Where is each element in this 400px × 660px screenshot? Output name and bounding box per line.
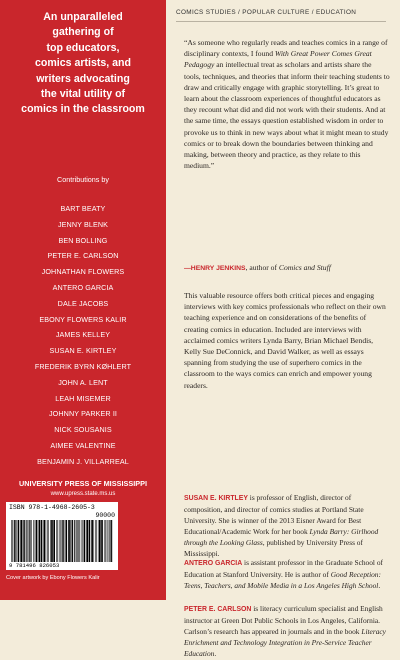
- contributor-name: LEAH MISEMER: [55, 393, 111, 403]
- barcode-bar: [50, 520, 51, 562]
- editor-bio: [184, 493, 390, 559]
- barcode-bar: [109, 520, 110, 562]
- bio-text: is literacy curriculum specialist and English instructor at Green Dot Public Schools in Los Angeles, California. Carlson’s research has appeared in journals and in the book: [184, 604, 383, 636]
- barcode-bar: [70, 520, 71, 562]
- barcode-bar: [59, 520, 60, 562]
- bio-text: is professor of English, director of composition, and director of comics studies at Portland State University. She is winner of the 2013 Eisner Award for Best Educational/Academic Work for her book: [184, 493, 364, 536]
- barcode-bar: [98, 520, 99, 562]
- barcode-bar: [41, 520, 43, 562]
- barcode-bar: [36, 520, 38, 562]
- isbn-barcode: [6, 502, 118, 570]
- barcode-bar: [96, 520, 97, 562]
- editor-name: PETER E. CARLSON: [184, 606, 252, 613]
- tagline-line: comics in the classroom: [21, 103, 145, 116]
- tagline-line: top educators,: [46, 41, 120, 54]
- contributor-name: JENNY BLENK: [57, 219, 109, 229]
- endorsement-quote: [184, 37, 390, 171]
- editor-name: SUSAN E. KIRTLEY: [184, 495, 248, 502]
- barcode-bar: [24, 520, 25, 562]
- barcode-bar: [46, 520, 47, 562]
- barcode-bar: [14, 520, 15, 562]
- bio-book-title: Lynda Barry: Girlhood through the Looking Glass: [184, 526, 379, 547]
- barcode-bar: [89, 520, 91, 562]
- barcode-bar: [104, 520, 105, 562]
- endorser-text: , author of: [245, 263, 279, 272]
- back-cover-text-panel: [166, 0, 400, 658]
- contributor-name: JOHNATHAN FLOWERS: [41, 267, 125, 277]
- barcode-bar: [31, 520, 32, 562]
- tagline-line: comics artists, and: [35, 57, 131, 70]
- publisher-url[interactable]: www.upress.state.ms.us: [50, 491, 116, 497]
- contributor-name: NICK SOUSANIS: [54, 425, 112, 435]
- bio-text: .: [214, 648, 217, 658]
- quote-text: “As someone who regularly reads and teaches comics in a range of disciplinary contexts, I found: [184, 38, 388, 59]
- barcode-bar: [107, 520, 108, 562]
- barcode-bar: [18, 520, 20, 562]
- editor-name: ANTERO GARCIA: [184, 560, 243, 567]
- price-code: 90000: [95, 512, 115, 519]
- isbn-label: ISBN 978-1-4968-2605-3: [9, 504, 95, 511]
- subject-categories: COMICS STUDIES / POPULAR CULTURE / EDUCATION: [176, 9, 357, 16]
- bio-text: , published by University Press of Mississippi.: [184, 537, 363, 558]
- book-description: [184, 290, 390, 391]
- description-paragraph: This valuable resource offers both critical pieces and engaging interviews with key comics professionals who reflect on their own teaching experience and on considerations of the benefits of creating comics in education. Included are interviews with acclaimed comics writers Lynda Barry, Brian Michael Bendis, Kelly Sue DeConnick, and David Walker, as well as essays spanning from studying the use of superhero comics in the classroom to the ways comics can enrich and empower young readers.: [184, 291, 386, 390]
- barcode-bar: [86, 520, 88, 562]
- bio-text: .: [378, 580, 381, 590]
- barcode-bar: [12, 520, 13, 562]
- barcode-bar: [83, 520, 84, 562]
- barcode-bar: [30, 520, 31, 562]
- barcode-bar: [79, 520, 80, 562]
- barcode-bar: [63, 520, 64, 562]
- barcode-bar: [48, 520, 49, 562]
- barcode-bar: [99, 520, 101, 562]
- contributor-name: ANTERO GARCIA: [52, 282, 114, 292]
- barcode-bar: [35, 520, 36, 562]
- barcode-bar: [51, 520, 53, 562]
- book-title: With Great Power Comes Great Pedagogy: [184, 49, 372, 70]
- endorser-name: —HENRY JENKINS: [184, 265, 246, 272]
- endorser-work: Comics and Stuff: [278, 263, 331, 272]
- barcode-bar: [53, 520, 55, 562]
- barcode-bar: [108, 520, 109, 562]
- editor-bio: [184, 558, 390, 592]
- barcode-bar: [111, 520, 112, 562]
- publisher-name: UNIVERSITY PRESS OF MISSISSIPPI: [19, 479, 147, 488]
- barcode-digits: 9 781496 826053: [9, 562, 60, 569]
- contributor-name: SUSAN E. KIRTLEY: [49, 346, 117, 356]
- barcode-bar: [74, 520, 75, 562]
- contributor-name: AIMEE VALENTINE: [50, 440, 116, 450]
- contributor-name: FREDERIK BYRN KØHLERT: [34, 361, 132, 371]
- tagline-line: An unparalleled: [43, 11, 123, 23]
- barcode-bar: [91, 520, 93, 562]
- contributions-title: Contributions by: [57, 175, 109, 184]
- contributor-name: PETER E. CARLSON: [47, 251, 119, 261]
- barcode-bar: [39, 520, 41, 562]
- barcode-bar: [72, 520, 73, 562]
- cover-credit: Cover artwork by Ebony Flowers Kalir: [6, 575, 100, 581]
- tagline-line: the vital utility of: [40, 88, 126, 101]
- barcode-bar: [43, 520, 45, 562]
- isbn-header: [9, 504, 115, 519]
- barcode-bar: [84, 520, 86, 562]
- contributor-name: JOHNNY PARKER II: [48, 409, 118, 419]
- contributor-name: EBONY FLOWERS KALIR: [39, 314, 127, 324]
- barcode-bar: [105, 520, 106, 562]
- barcode-bar: [94, 520, 95, 562]
- contributor-name: JAMES KELLEY: [55, 330, 111, 340]
- contributor-name: DALE JACOBS: [57, 298, 109, 308]
- contributor-name: BART BEATY: [60, 204, 106, 213]
- barcode-bar: [23, 520, 24, 562]
- barcode-bar: [29, 520, 30, 562]
- barcode-bar: [95, 520, 96, 562]
- endorser-line: [184, 262, 390, 274]
- barcode-bar: [26, 520, 27, 562]
- bio-book-title: Good Reception: Teens, Teachers, and Mobile Media in a Los Angeles High School: [184, 569, 381, 590]
- barcode-bars: [9, 520, 115, 562]
- tagline: [6, 10, 160, 118]
- barcode-bar: [81, 520, 82, 562]
- barcode-bar: [11, 520, 12, 562]
- barcode-bar: [101, 520, 103, 562]
- divider-rule: [176, 21, 386, 22]
- barcode-bar: [56, 520, 57, 562]
- barcode-bar: [20, 520, 22, 562]
- contributor-list: [0, 201, 166, 470]
- barcode-bar: [76, 520, 77, 562]
- barcode-bar: [78, 520, 79, 562]
- quote-text: an intellectual treat as scholars and artists share the tools, techniques, and theories that inform their teaching students to draw and critically engage with graphic storytelling. It’s great to learn about the classroom experiences of thoughtful educators as they recount what did and did not work with their students. And at the same time, the essays question established wisdom in order to provoke us to think in new ways about what it might mean to study comics or to break down the boundaries between thinking and making, between theory and practice, as they relate to this medium.”: [184, 60, 390, 171]
- barcode-bar: [15, 520, 16, 562]
- contributor-name: JOHN A. LENT: [58, 377, 108, 387]
- barcode-bar: [60, 520, 61, 562]
- bio-book-title: Literacy Enrichment and Technology Integration in Pre-Service Teacher Education: [184, 626, 386, 658]
- barcode-bar: [65, 520, 67, 562]
- barcode-bar: [68, 520, 70, 562]
- barcode-bar: [62, 520, 63, 562]
- barcode-bar: [57, 520, 58, 562]
- contributor-name: BENJAMIN J. VILLARREAL: [37, 456, 129, 466]
- contributor-name: BEN BOLLING: [58, 235, 108, 245]
- barcode-bar: [33, 520, 34, 562]
- tagline-line: gathering of: [52, 26, 114, 39]
- bio-text: is assistant professor in the Graduate School of Education at Stanford University. He is author of: [184, 558, 383, 579]
- back-cover-red-panel: [0, 0, 166, 600]
- editor-bio: [184, 604, 390, 660]
- tagline-line: writers advocating: [36, 72, 130, 85]
- barcode-bar: [47, 520, 48, 562]
